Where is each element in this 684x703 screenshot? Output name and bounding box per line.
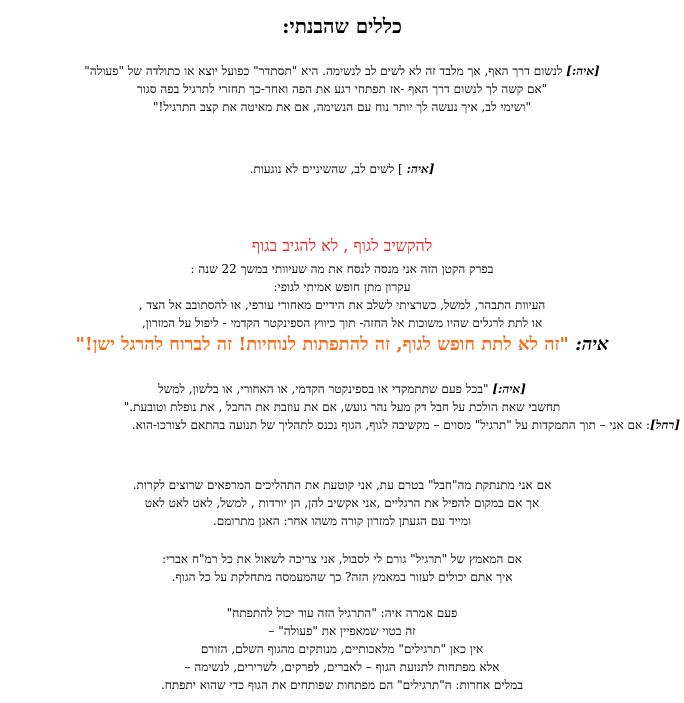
quote-speaker: איה: <box>575 334 609 355</box>
rachel-text: : אם אני – תוך התמקדות על "תרגיל" מסוים – מקשיבה לגוף, הגוף נכנס לתהליך של תנועה בהתאם לצורכו-הוא. <box>131 418 651 432</box>
speaker-label: [רחל] <box>650 418 680 432</box>
intro-block <box>4 62 680 116</box>
paragraph-line: פעם אמרה איה: "התרגיל הזה עוד יכול להתפתח" <box>226 606 458 620</box>
intro-line-2: "אם קשה לך לנשום דרך האף -אז תפתחי רגע את הפה ואחר-כך תחזרי לתרגיל בפה סגור <box>136 82 548 96</box>
chapter-line: עקרון מתן חופש אמיתי לגופי: <box>273 280 411 294</box>
aya-line-2: תחשבי שאת הולכת על חבל דק מעל נהר גועש, אם את עוזבת את החבל , את נופלת וטובעת." <box>123 400 561 414</box>
page-title: כללים שהבנתי: <box>282 14 402 38</box>
paragraph-line: במלים אחרות: ה"תרגילים" הם מפתחות שפותחים את הגוף כדי שהוא יתפתח. <box>160 678 524 692</box>
paragraph-line: ומייד עם הגעתן למזרון קורה משהו אחר: האגן מתרומם. <box>212 514 472 528</box>
aya-text: "בכל פעם שתתמקדי או בספינקטר הקדמי, או האחורי, או בלשון, למשל <box>158 382 493 396</box>
intro-line-3: "ושימי לב, איך נעשה לך יותר נוח עם הנשימה, אם את מאיטה את קצב התרגיל!" <box>152 100 532 114</box>
paragraph-line: אם אני מתנתקת מה"חבל" בטרם עת, אני קוטעת את התהליכים המרפאים שרוצים לקרות. <box>132 478 552 492</box>
rachel-line <box>4 416 680 434</box>
paragraph-line: זה בטוי שמאפיין את "פעולה" – <box>268 624 416 638</box>
teeth-note-text: ] לשים לב, שהשיניים לא נוגעות. <box>249 162 407 176</box>
intro-text: לנשום דרך האף, אך מלבד זה לא לשים לב לנשימה. היא "תסתדר" כפועל יוצא או כתולדה של "פעולה" <box>84 64 567 78</box>
speaker-label: [איה: <box>406 162 435 176</box>
quote-line <box>0 333 684 357</box>
paragraph-b <box>4 550 680 586</box>
paragraph-line: אך אם במקום להפיל את הרגליים ,אני אקשיב להן, הן יורדות , למשל, לאט לאט לאט <box>144 496 540 510</box>
paragraph-c <box>4 604 680 694</box>
speaker-label: [איה:] <box>492 382 526 396</box>
quote-text: "זה לא לתת חופש לגוף, זה להתפתות לנוחיות! זה לברוח להרגל ישן!" <box>75 334 569 355</box>
aya-line-1 <box>4 380 680 398</box>
intro-line-1 <box>4 62 680 80</box>
paragraph-line: איך אתם יכולים לעזור במאמץ הזה? כך שהמעמסה מתחלקת על כל הגוף. <box>171 570 513 584</box>
chapter-line: בפרק הקטן הזה אני מנסה לנסח את מה שעיוותי במשך 22 שנה : <box>190 262 494 276</box>
aya-block <box>4 380 680 434</box>
red-heading: להקשיב לגוף , לא להגיב בגוף <box>251 236 433 255</box>
paragraph-line: אלא מפתחות לתנועת הגוף – לאברים, לפרקים, לשרירים, לנשימה – <box>184 660 500 674</box>
chapter-block <box>4 260 680 332</box>
paragraph-line: אין כאן "תרגילים" מלאכותיים, מנותקים מהגוף השלם, הזורם <box>200 642 484 656</box>
paragraph-a <box>4 476 680 530</box>
speaker-label: [איה:] <box>566 64 600 78</box>
chapter-line: העיוות התבהר, למשל, כשרציתי לשלב את הידיים מאחורי עורפי, או להסתובב אל הצד , <box>138 298 546 312</box>
teeth-note <box>0 160 684 178</box>
chapter-line: או לתת לרגלים שהיו משוכות אל החזה- תוך כיווץ הספינקטר הקדמי - ליפול על המזרון, <box>141 316 543 330</box>
paragraph-line: אם המאמץ של "תרגיל" גורם לי לסבול, אני צריכה לשאול את כל רמ"ח אברי: <box>162 552 522 566</box>
